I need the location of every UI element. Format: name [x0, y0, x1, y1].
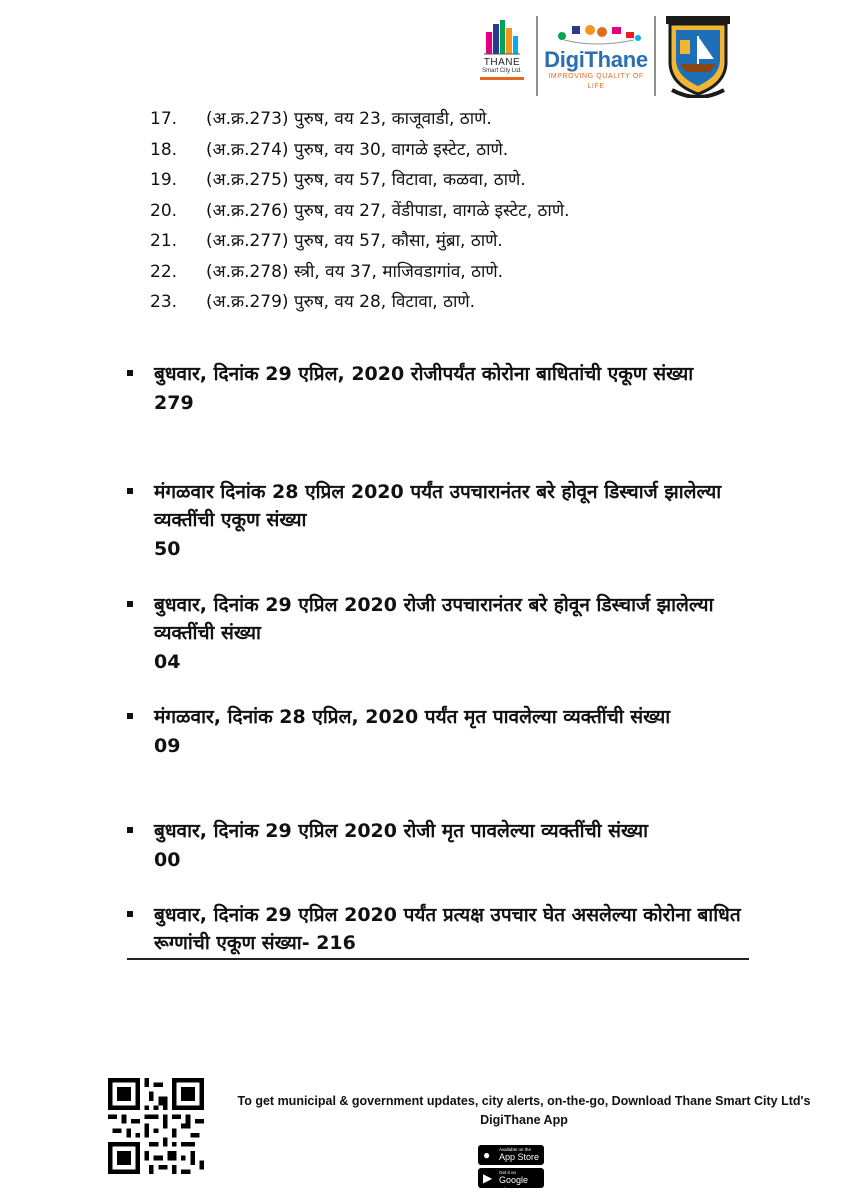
stat-label: मंगळवार, दिनांक 28 एप्रिल, 2020 पर्यंत मृत पावलेल्या व्यक्तींची संख्या: [154, 706, 671, 728]
service-icons-cluster-icon: [542, 18, 650, 48]
stat-discharged-today: [127, 591, 767, 677]
google-play-icon: ▶: [483, 1171, 493, 1185]
list-item-text: (अ.क्र.278) स्त्री, वय 37, माजिवडागांव, ठाणे.: [206, 261, 504, 282]
header-logos: [466, 14, 846, 98]
list-item: [150, 135, 570, 166]
stat-label: बुधवार, दिनांक 29 एप्रिल 2020 रोजी मृत पावलेल्या व्यक्तींची संख्या: [154, 820, 649, 842]
list-item-text: (अ.क्र.273) पुरुष, वय 23, काजूवाडी, ठाणे.: [206, 109, 492, 129]
digithane-logo: [542, 18, 650, 98]
list-item-number: 22.: [150, 261, 178, 282]
download-app-message: To get municipal & government updates, city alerts, on-the-go, Download Thane Smart City Ltd's DigiThane App: [237, 1094, 811, 1127]
digithane-tagline: IMPROVING QUALITY OF LIFE: [548, 73, 644, 90]
bullet-icon: [127, 911, 133, 917]
app-store-badge-label: App Store: [499, 1152, 540, 1162]
stat-deaths-today: [127, 817, 767, 875]
list-item: [150, 165, 570, 196]
list-item: [150, 196, 570, 227]
stat-value: 04: [154, 651, 181, 673]
list-item-number: 19.: [150, 170, 178, 190]
stat-value: 50: [154, 538, 181, 560]
bullet-icon: [127, 601, 133, 607]
stat-label: मंगळवार दिनांक 28 एप्रिल 2020 पर्यंत उपचारानंतर बरे होवून डिस्चार्ज झालेल्या व्यक्तींची एकूण संख्या: [154, 481, 722, 531]
digithane-service-icons: [542, 18, 650, 48]
digithane-name: DigiThane: [544, 47, 648, 72]
app-store-badge[interactable]: [478, 1145, 544, 1165]
list-item: [150, 226, 570, 257]
apple-icon: ●: [483, 1148, 491, 1162]
google-play-badge[interactable]: [478, 1168, 544, 1196]
list-item-text: (अ.क्र.274) पुरुष, वय 30, वागळे इस्टेट, ठाणे.: [206, 139, 509, 160]
app-store-badge-caption: Available on the: [499, 1147, 531, 1152]
stat-value: 279: [154, 392, 194, 414]
header-divider: [654, 16, 656, 96]
header-divider: [536, 16, 538, 96]
list-item: [150, 287, 570, 318]
tscl-name: THANE: [483, 57, 521, 68]
stat-value: 00: [154, 849, 181, 871]
list-item-number: 17.: [150, 109, 178, 129]
bullet-icon: [127, 488, 133, 494]
stat-label: बुधवार, दिनांक 29 एप्रिल 2020 पर्यंत प्रत्यक्ष उपचार घेत असलेल्या कोरोना बाधित रूग्णांची एकूण संख्या- 216: [154, 904, 741, 954]
bullet-icon: [127, 827, 133, 833]
stat-active-cases: [127, 901, 767, 957]
bullet-icon: [127, 713, 133, 719]
tscl-underline: [480, 77, 524, 80]
stat-total-deaths: [127, 703, 767, 761]
qr-code-icon: [108, 1078, 204, 1174]
list-item-text: (अ.क्र.279) पुरुष, वय 28, विटावा, ठाणे.: [206, 292, 476, 312]
section-divider: [127, 958, 749, 960]
google-play-badge-caption: Get it on: [499, 1170, 517, 1175]
list-item-number: 21.: [150, 231, 178, 251]
stat-label: बुधवार, दिनांक 29 एप्रिल, 2020 रोजीपर्यंत कोरोना बाधितांची एकूण संख्या: [154, 363, 694, 385]
list-item-text: (अ.क्र.275) पुरुष, वय 57, विटावा, कळवा, ठाणे.: [206, 170, 526, 190]
list-item-number: 20.: [150, 200, 178, 221]
list-item-text: (अ.क्र.277) पुरुष, वय 57, कौसा, मुंब्रा, ठाणे.: [206, 231, 503, 251]
list-item-number: 23.: [150, 292, 178, 312]
stat-label: बुधवार, दिनांक 29 एप्रिल 2020 रोजी उपचारानंतर बरे होवून डिस्चार्ज झालेल्या व्यक्तींची संख्या: [154, 594, 714, 644]
thane-smart-city-logo: [472, 18, 532, 98]
google-play-badge-label: Google play: [499, 1175, 529, 1196]
stat-value: 09: [154, 735, 181, 757]
stat-total-positive: [127, 360, 767, 418]
bullet-icon: [127, 370, 133, 376]
stat-total-discharged: [127, 478, 767, 564]
municipal-emblem-icon: [662, 14, 734, 98]
case-list: [150, 104, 570, 318]
list-item-text: (अ.क्र.276) पुरुष, वय 27, वेंडीपाडा, वागळे इस्टेट, ठाणे.: [206, 200, 570, 221]
list-item: [150, 257, 570, 288]
list-item: [150, 104, 570, 135]
tscl-subtitle: Smart City Ltd.: [482, 68, 522, 74]
list-item-number: 18.: [150, 139, 178, 160]
smart-city-skyline-icon: [482, 18, 522, 56]
